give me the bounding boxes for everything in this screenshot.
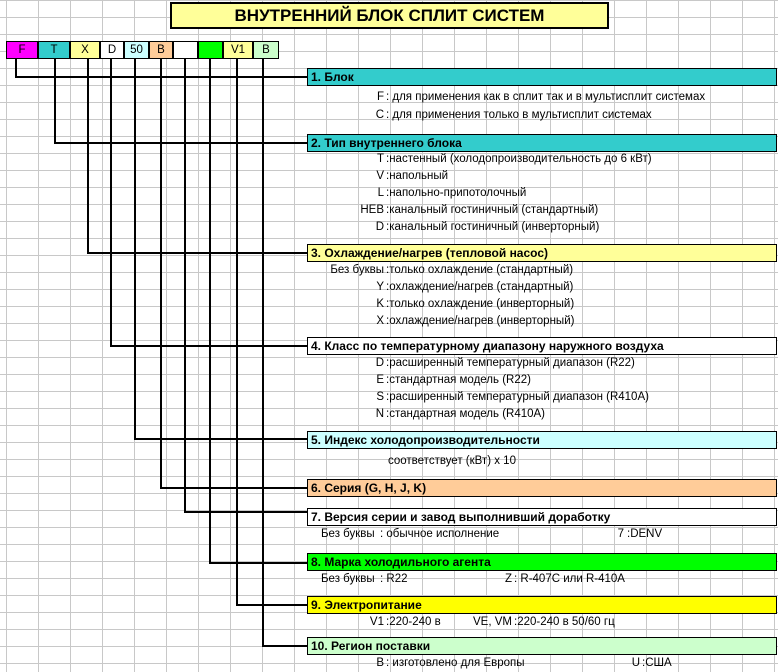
option-desc: :DENV <box>627 528 663 540</box>
option-code: VE, VM <box>473 616 512 628</box>
code-box-power: V1 <box>223 41 253 59</box>
option-code: N <box>375 408 384 420</box>
section-header-series: 6. Серия (G, H, J, K) <box>307 479 777 497</box>
option-desc: :охлаждение/нагрев (стандартный) <box>386 281 574 293</box>
option-code: V1 <box>369 616 384 628</box>
option-desc: :расширенный температурный диапазон (R410A) <box>386 391 649 403</box>
connector-7 <box>184 59 186 512</box>
option-desc: :канальный гостиничный (инверторный) <box>386 221 600 233</box>
connector-5 <box>134 59 136 439</box>
section-header-type: 2. Тип внутреннего блока <box>307 134 777 152</box>
option-desc: :220-240 в <box>386 616 441 628</box>
option-code: Z <box>504 573 512 585</box>
option-code: D <box>375 357 384 369</box>
option-code: E <box>376 374 384 386</box>
section-header-heating: 3. Охлаждение/нагрев (тепловой насос) <box>307 244 777 262</box>
connector-3 <box>87 59 89 253</box>
connector-4 <box>110 59 112 346</box>
option-desc: :напольный <box>386 170 449 182</box>
option-desc: :настенный (холодопроизводительность до 6 кВт) <box>386 153 652 165</box>
option-code: 7 <box>617 528 624 540</box>
option-desc: :только охлаждение (инверторный) <box>386 298 575 310</box>
option-code: L <box>377 187 384 199</box>
option-code: Y <box>376 281 384 293</box>
option-code: V <box>376 170 384 182</box>
option-desc: :стандартная модель (R410A) <box>386 408 546 420</box>
code-box-series: B <box>149 41 173 59</box>
code-box-version <box>173 41 198 59</box>
option-desc: :стандартная модель (R22) <box>386 374 531 386</box>
option-desc: :США <box>642 657 672 669</box>
option-desc: :расширенный температурный диапазон (R22) <box>386 357 635 369</box>
option-code: S <box>376 391 384 403</box>
option-desc: : для применения только в мультисплит системах <box>386 109 652 121</box>
option-desc: : для применения как в сплит так и в мультисплит системах <box>386 91 706 103</box>
page-title: ВНУТРЕННИЙ БЛОК СПЛИТ СИСТЕМ <box>170 2 609 29</box>
option-desc: :только охлаждение (стандартный) <box>386 264 574 276</box>
option-desc: :канальный гостиничный (стандартный) <box>386 204 599 216</box>
option-code: B <box>376 657 384 669</box>
option-code: HEB <box>360 204 384 216</box>
code-box-block: F <box>6 41 38 59</box>
code-box-heat: X <box>70 41 100 59</box>
connector-1 <box>15 59 17 77</box>
option-code: Без буквы <box>321 573 375 585</box>
section-header-refrigerant: 8. Марка холодильного агента <box>307 553 777 571</box>
option-code: U <box>631 657 640 669</box>
option-desc: : R22 <box>380 573 408 585</box>
connector-2 <box>54 59 56 144</box>
option-desc: : R-407C или R-410A <box>514 573 625 585</box>
option-code: X <box>376 315 384 327</box>
section-header-temp-class: 4. Класс по температурному диапазону наружного воздуха <box>307 337 777 355</box>
option-code: Без буквы <box>321 528 375 540</box>
section-header-block: 1. Блок <box>307 68 777 86</box>
option-code: C <box>375 109 384 121</box>
option-desc: :220-240 в 50/60 гц <box>514 616 615 628</box>
code-box-class: D <box>100 41 124 59</box>
capacity-note: соответствует (кВт) х 10 <box>388 455 516 467</box>
code-box-refrigerant <box>198 41 223 59</box>
code-box-region: B <box>253 41 279 59</box>
section-header-capacity-index: 5. Индекс холодопроизводительности <box>307 431 777 449</box>
connector-6 <box>160 59 162 488</box>
option-desc: :охлаждение/нагрев (инверторный) <box>386 315 575 327</box>
section-header-power: 9. Электропитание <box>307 596 777 614</box>
section-header-region: 10. Регион поставки <box>307 637 777 655</box>
option-desc: : изготовлено для Европы <box>386 657 525 669</box>
option-code: T <box>376 153 384 165</box>
option-code: K <box>376 298 384 310</box>
code-box-index: 50 <box>124 41 149 59</box>
connector-10 <box>262 59 264 646</box>
option-code: D <box>375 221 384 233</box>
option-code: Без буквы <box>330 264 384 276</box>
option-desc: :напольно-припотолочный <box>386 187 527 199</box>
section-header-version: 7. Версия серии и завод выполнивший доработку <box>307 508 777 526</box>
option-desc: : обычное исполнение <box>380 528 500 540</box>
option-code: F <box>376 91 384 103</box>
code-box-type: T <box>38 41 70 59</box>
connector-8 <box>209 59 211 563</box>
connector-9 <box>236 59 238 605</box>
